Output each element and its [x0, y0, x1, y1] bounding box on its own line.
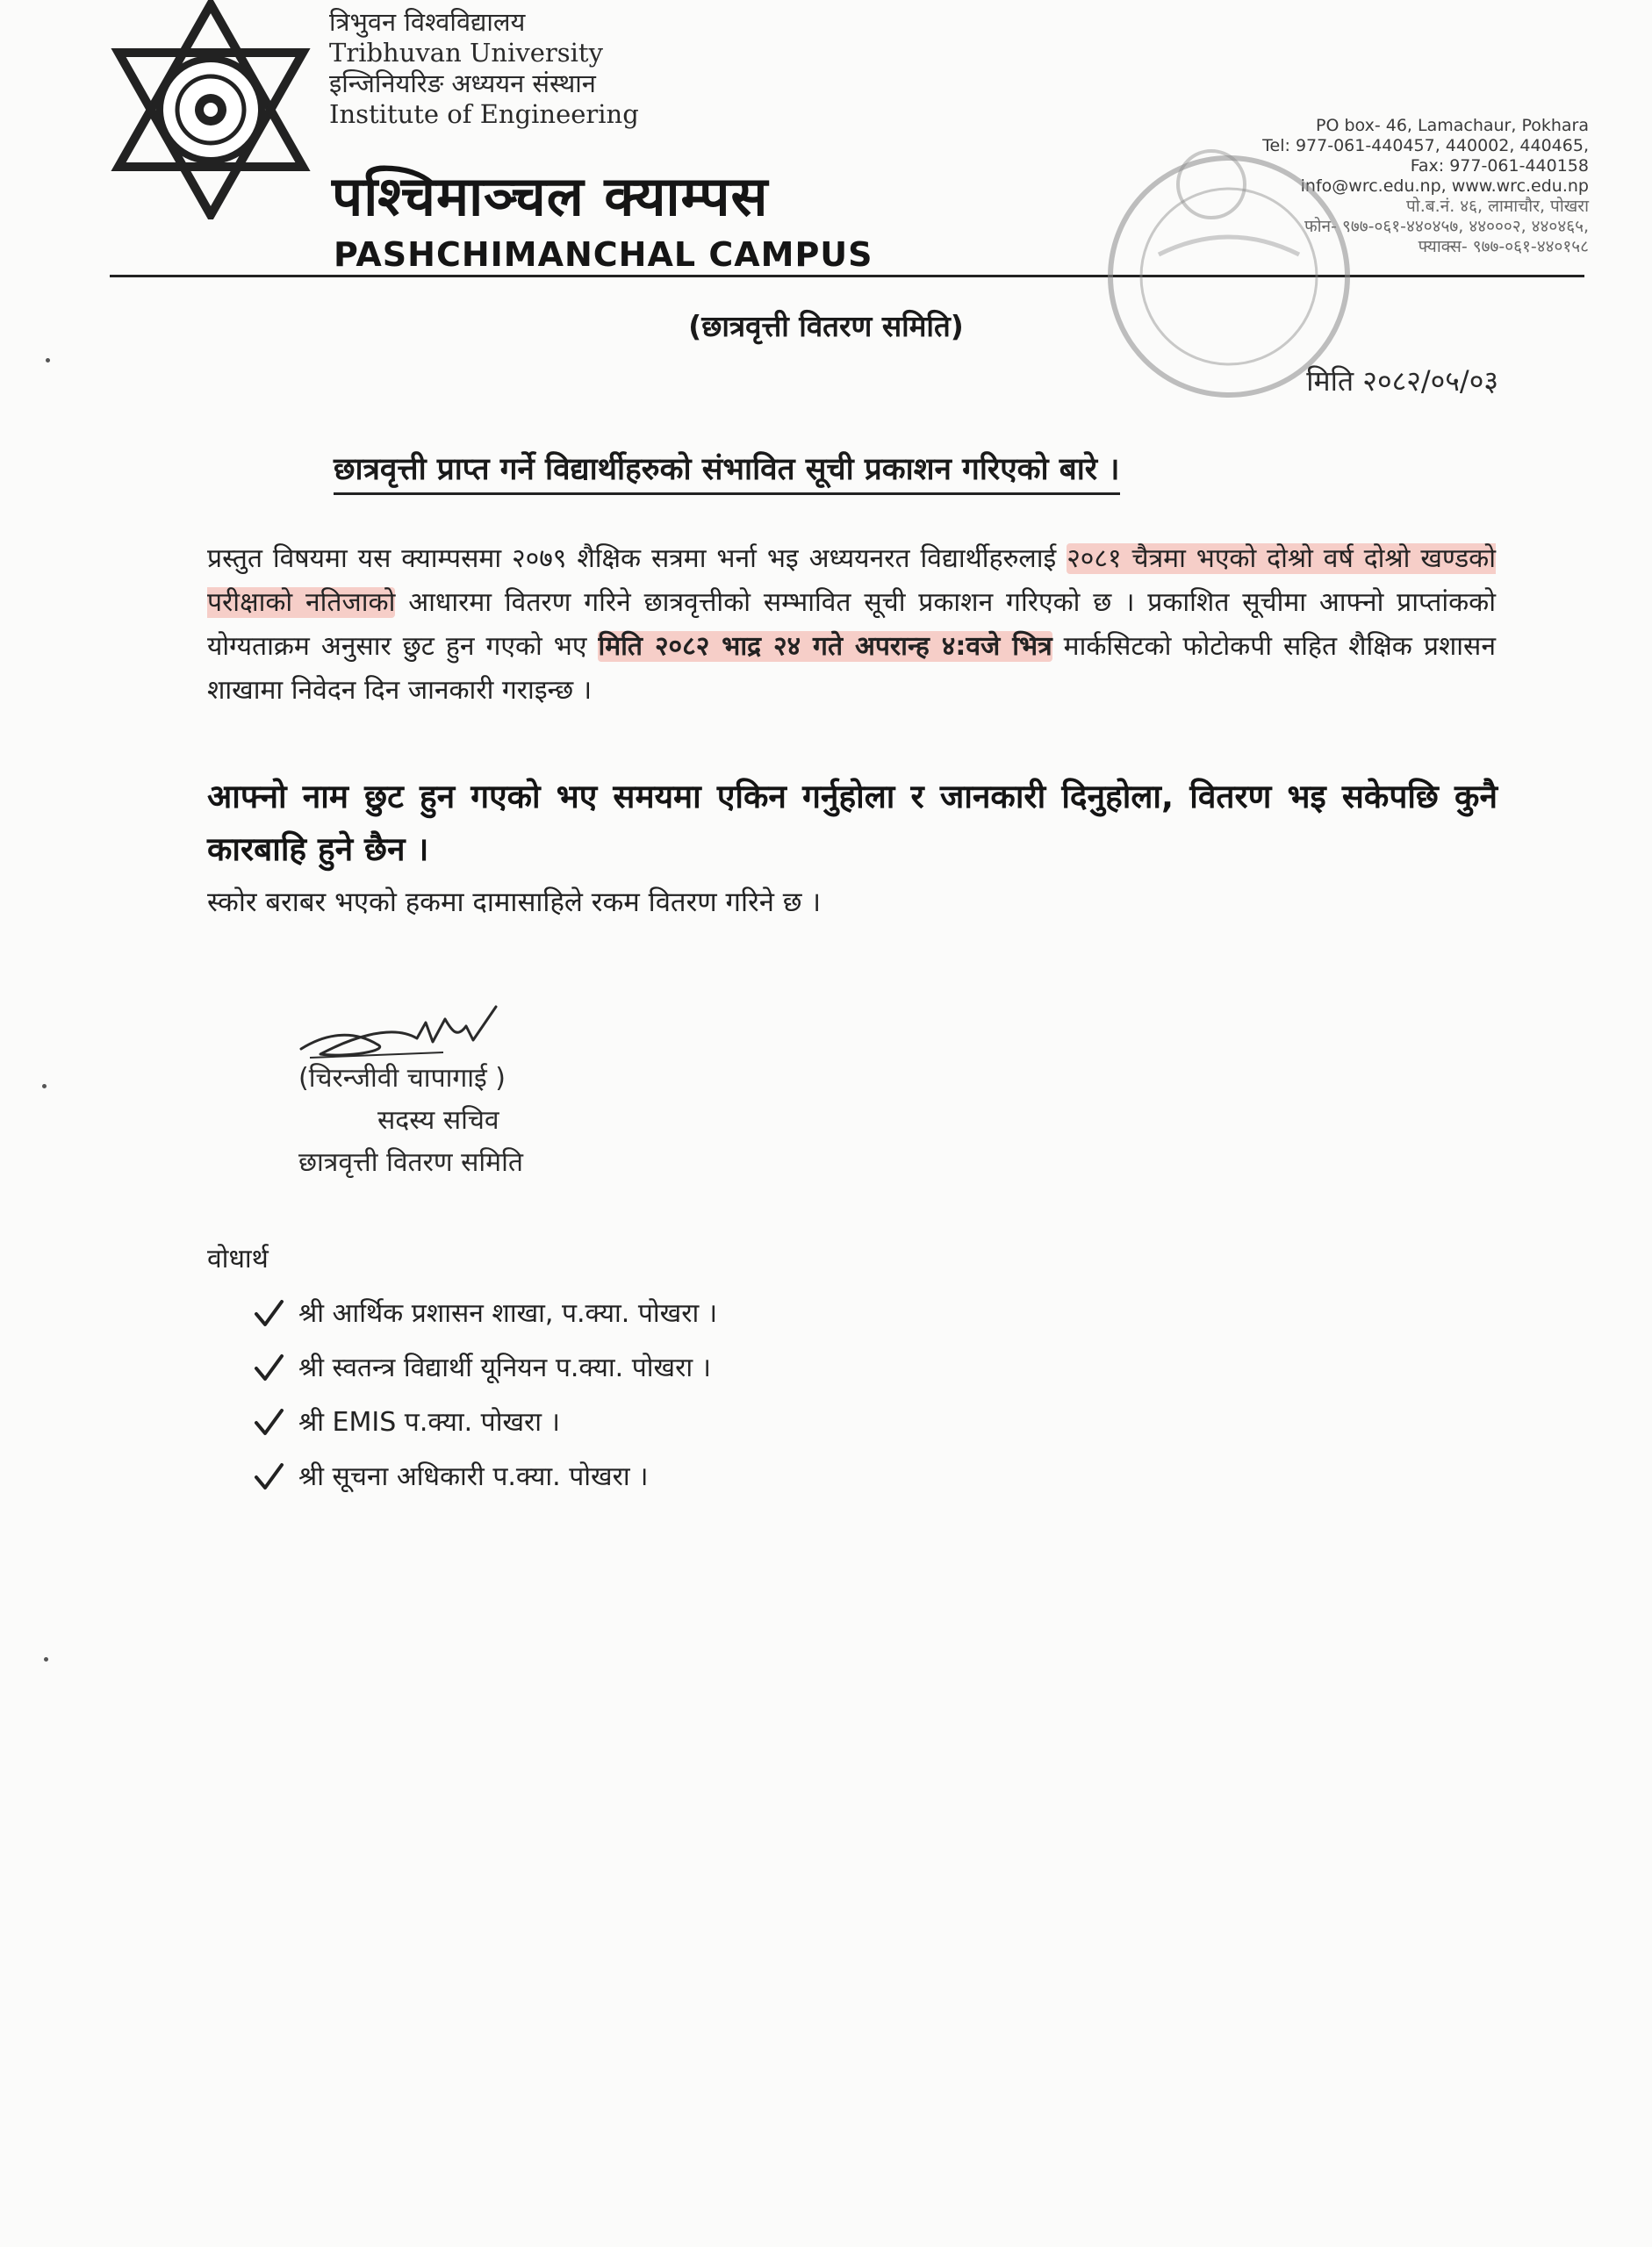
- scan-speck: [46, 358, 50, 363]
- cc-item-text: श्री आर्थिक प्रशासन शाखा, प.क्या. पोखरा ।: [298, 1298, 718, 1329]
- body-text-1: प्रस्तुत विषयमा यस क्याम्पसमा २०७९ शैक्षिक सत्रमा भर्ना भइ अध्ययनरत विद्यार्थीहरुलाई: [207, 543, 1067, 574]
- university-logo-icon: [105, 0, 316, 219]
- body-text-2: आधारमा वितरण गरिने छात्रवृत्तीको सम्भावित सूची प्रकाशन गरिएको छ । प्रकाशित सूचीमा आफ्नो प्राप्तांकको योग्यताक्रम अनुसार छुट हुन गएको भए: [207, 587, 1496, 662]
- signatory-block: [298, 1058, 523, 1184]
- campus-name-np: पश्चिमाञ्चल क्याम्पस: [332, 164, 769, 228]
- signatory-title: सदस्य सचिव: [377, 1105, 499, 1136]
- cc-list-item: [253, 1450, 717, 1504]
- check-mark-icon: [253, 1461, 284, 1493]
- cc-list-item: [253, 1287, 717, 1341]
- university-name-block: [329, 7, 639, 130]
- contact-np-address: पो.ब.नं. ४६, लामाचौर, पोखरा: [1406, 197, 1589, 216]
- highlighted-exam-reference: २०८१ चैत्रमा भएको दोश्रो वर्ष दोश्रो खण्डको परीक्षाको नतिजाको: [207, 543, 1496, 618]
- university-name-en: Tribhuvan University: [329, 38, 603, 68]
- check-mark-icon: [253, 1298, 284, 1330]
- letter-subject: छात्रवृत्ती प्राप्त गर्ने विद्यार्थीहरुको संभावित सूची प्रकाशन गरिएको बारे ।: [334, 448, 1120, 495]
- contact-np-fax: फ्याक्स- ९७७-०६१-४४०१५८: [1418, 237, 1589, 256]
- contact-fax: Fax: 977-061-440158: [1410, 156, 1589, 176]
- handwritten-signature-icon: [294, 996, 540, 1066]
- contact-po-box: PO box- 46, Lamachaur, Pokhara: [1316, 116, 1589, 135]
- signatory-committee: छात्रवृत्ती वितरण समिति: [298, 1147, 523, 1178]
- cc-list: [253, 1287, 717, 1504]
- committee-title: (छात्रवृत्ती वितरण समिति): [688, 309, 964, 343]
- highlighted-deadline: मिति २०८२ भाद्र २४ गते अपरान्ह ४:वजे भित्र: [598, 631, 1052, 662]
- check-mark-icon: [253, 1353, 284, 1384]
- cc-list-item: [253, 1341, 717, 1396]
- cc-heading: वोधार्थ: [207, 1244, 269, 1274]
- campus-name-en: PASHCHIMANCHAL CAMPUS: [334, 235, 873, 274]
- scan-speck: [42, 1084, 47, 1088]
- body-text-3: मार्कसिटको फोटोकपी सहित शैक्षिक प्रशासन शाखामा निवेदन दिन जानकारी गराइन्छ ।: [207, 631, 1496, 706]
- letter-date: मिति २०८२/०५/०३: [1306, 364, 1498, 398]
- scan-speck: [44, 1657, 48, 1662]
- university-name-np: त्रिभुवन विश्वविद्यालय: [329, 7, 526, 37]
- cc-item-text: श्री सूचना अधिकारी प.क्या. पोखरा ।: [298, 1461, 649, 1492]
- contact-np-phone: फोन- ९७७-०६१-४४०४५७, ४४०००२, ४४०४६५,: [1304, 217, 1589, 236]
- institute-name-np: इन्जिनियरिङ अध्ययन संस्थान: [329, 68, 596, 98]
- signatory-name: (चिरन्जीवी चापागाई ): [298, 1063, 506, 1094]
- tie-score-note: स्कोर बराबर भएको हकमा दामासाहिले रकम वितरण गरिने छ ।: [207, 887, 822, 918]
- cc-item-text: श्री EMIS प.क्या. पोखरा ।: [298, 1407, 560, 1438]
- cc-item-text: श्री स्वतन्त्र विद्यार्थी यूनियन प.क्या. पोखरा ।: [298, 1353, 712, 1383]
- institute-name-en: Institute of Engineering: [329, 99, 639, 129]
- important-notice: आफ्नो नाम छुट हुन गएको भए समयमा एकिन गर्नुहोला र जानकारी दिनुहोला, वितरण भइ सकेपछि कुनै कारबाहि हुने छैन ।: [207, 778, 1498, 868]
- body-paragraph: [207, 537, 1496, 713]
- cc-list-item: [253, 1396, 717, 1450]
- contact-email-web: info@wrc.edu.np, www.wrc.edu.np: [1300, 176, 1589, 196]
- check-mark-icon: [253, 1407, 284, 1439]
- contact-tel: Tel: 977-061-440457, 440002, 440465,: [1262, 136, 1589, 155]
